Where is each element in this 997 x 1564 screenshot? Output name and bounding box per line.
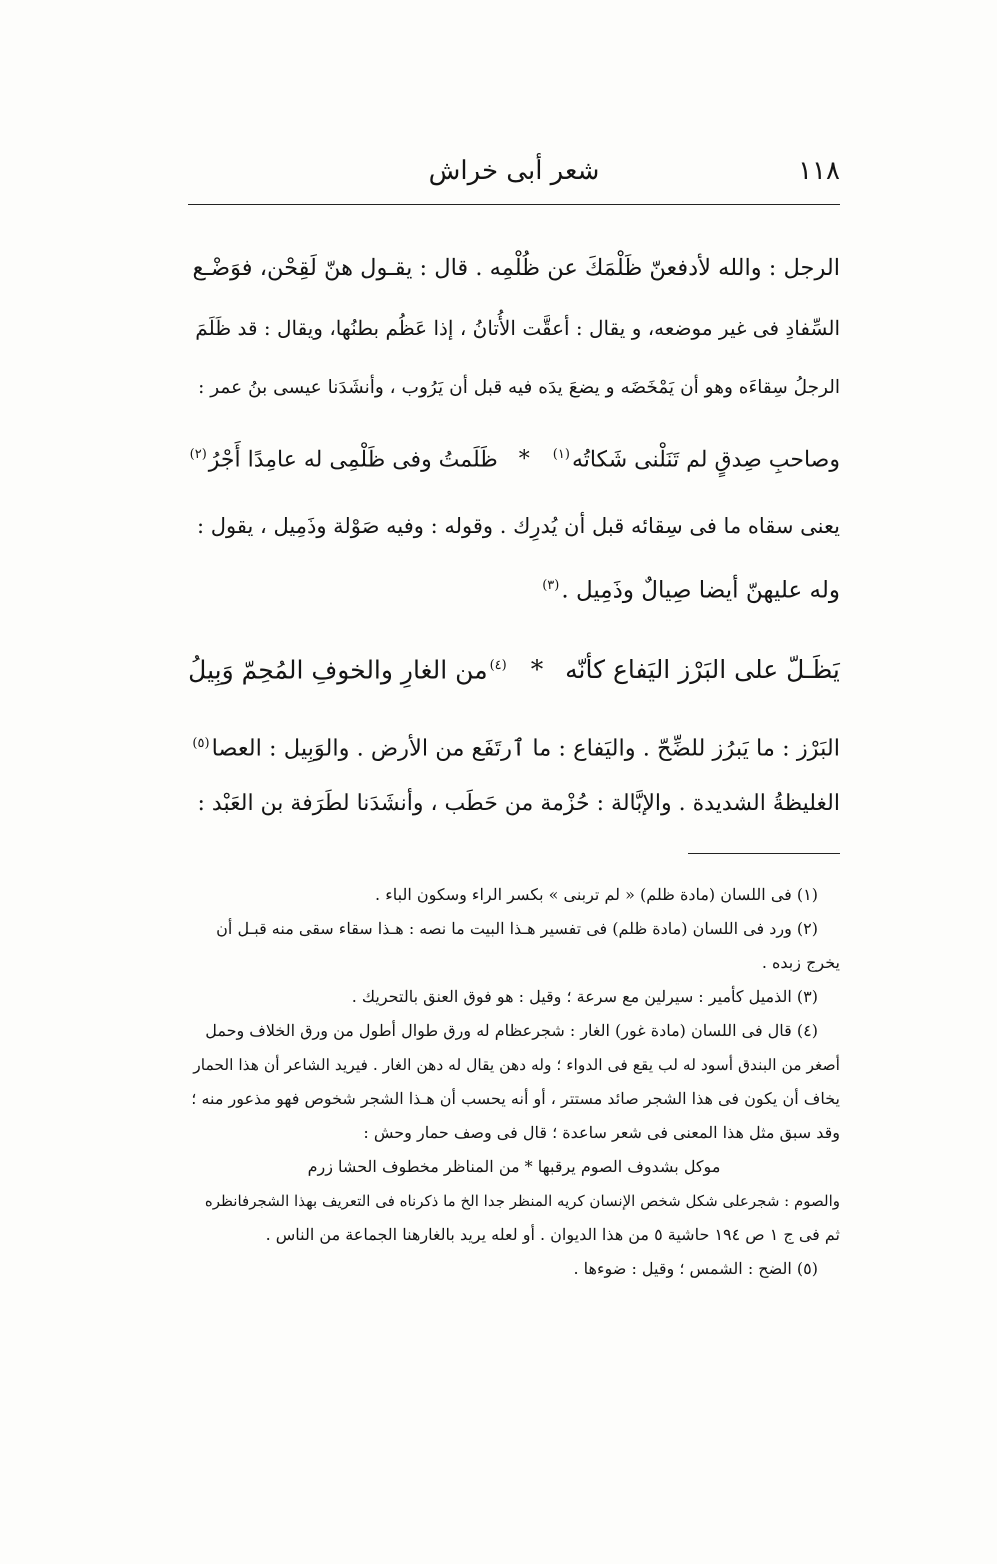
- footnote-marker: (٣): [542, 578, 560, 593]
- footnote-line: (٣) الذميل كأمير : سيرلين مع سرعة ؛ وقيل : هو فوق العنق بالتحريك .: [351, 987, 818, 1006]
- verse-1: [188, 430, 840, 485]
- page-number: ١١٨: [798, 156, 840, 186]
- footnote-marker: (٥): [192, 736, 210, 751]
- passage-line: السِّفادِ فى غير موضعه، و يقال : أعقَّت الأُتانُ ، إذا عَظُم بطنُها، ويقال : قد ظَلَمَ: [195, 316, 840, 340]
- footnote-line: (٥) الضح : الشمس ؛ وقيل : ضوءها .: [573, 1259, 818, 1278]
- running-title: شعر أبى خراش: [428, 156, 600, 186]
- passage-line: يعنى سقاه ما فى سِقائه قبل أن يُدرِك . وقوله : وفيه صَوْلة وذَمِيل ، يقول :: [197, 514, 840, 538]
- footnote-rule: [688, 853, 840, 854]
- passage-paragraph-2: [188, 496, 840, 616]
- footnote-line: (٢) ورد فى اللسان (مادة ظلم) فى تفسير هـذا البيت ما نصه : هـذا سقاء سقى منه قبـل أن: [216, 919, 818, 938]
- footnote-line: (٤) قال فى اللسان (مادة غور) الغار : شجرعظام له ورق طوال أطول من ورق الخلاف وحمل: [205, 1021, 818, 1040]
- passage-line: وله عليهنّ أيضا صِيالٌ وذَمِيل .$^{(٣)}$: [542, 577, 840, 604]
- header-rule: [188, 204, 840, 205]
- passage-line: الرجلُ سِقاءَه وهو أن يَمْخَضَه و يضعَ يدَه فيه قبل أن يَرُوب ، وأنشَدَنا عيسى بنُ عمر :: [198, 377, 840, 398]
- passage-paragraph-1: [188, 238, 840, 418]
- footnote-line: (١) فى اللسان (مادة ظلم) « لم تربنى » بكسر الراء وسكون الباء .: [375, 885, 818, 904]
- verse-separator: *: [518, 447, 530, 473]
- verse-1-second-hemistich: ظَلَمتُ وفى ظَلْمِى له عامِدًا أَجْرُ$^{(٢)}$: [189, 447, 498, 473]
- footnote-line: وقد سبق مثل هذا المعنى فى شعر ساعدة ؛ قال فى وصف حمار وحش :: [363, 1123, 840, 1142]
- verse-1-first-hemistich: وصاحبِ صِدقٍ لم تَنَلْنى شَكاتُه$^{(١)}$: [552, 447, 840, 473]
- footnote-marker: (٢): [189, 447, 207, 462]
- footnote-verse-line: موكل بشدوف الصوم يرقبها * من المناظر مخطوف الحشا زرم: [307, 1157, 721, 1176]
- footnote-line: أصغر من البندق أسود له لب يقع فى الدواء ؛ وله دهن يقال له دهن الغار . فيريد الشاعر أن هذا الحمار: [193, 1056, 840, 1074]
- footnote-line: يخرج زبده .: [761, 953, 840, 972]
- page-header: [188, 150, 840, 198]
- footnote-marker: (١): [552, 447, 570, 462]
- footnote-line: والصوم : شجرعلى شكل شخص الإنسان كريه المنظر جدا الخ ما ذكرناه فى التعريف بهذا الشجرفانظره: [204, 1192, 840, 1210]
- verse-2: [188, 636, 840, 700]
- footnotes: [188, 878, 840, 1286]
- footnote-line: يخاف أن يكون فى هذا الشجر صائد مستتر ، أو أنه يحسب أن هـذا الشجر شخوص فهو مذعور منه ؛: [191, 1089, 840, 1108]
- footnote-marker: (٤): [489, 658, 507, 673]
- passage-line: الرجل : والله لأدفعنّ ظَلْمَكَ عن ظُلْمِه . قال : يقـول هنّ لَقِحْن، فوَضْـع: [192, 255, 840, 281]
- verse-2-first-hemistich: يَظَـلّ على البَرْز اليَفاع كأنّه: [565, 655, 840, 685]
- passage-line: البَرْز : ما يَبرُز للضِّحّ . واليَفاع : ما ٱرتَفَع من الأرض . والوَبِيل : العصا$^{(٥)}$: [192, 735, 840, 762]
- verse-2-second-hemistich: $^{(٤)}$من الغارِ والخوفِ المُحِمّ وَبِيلُ: [188, 655, 507, 685]
- passage-line: الغليظةُ الشديدة . والإبَّالة : حُزْمة من حَطَب ، وأنشَدَنا لطَرَفة بن العَبْد :: [197, 791, 840, 816]
- verse-separator: *: [530, 655, 544, 685]
- footnote-line: ثم فى ج ١ ص ١٩٤ حاشية ٥ من هذا الديوان . أو لعله يريد بالغارهنا الجماعة من الناس .: [265, 1225, 840, 1244]
- passage-paragraph-3: [188, 714, 840, 834]
